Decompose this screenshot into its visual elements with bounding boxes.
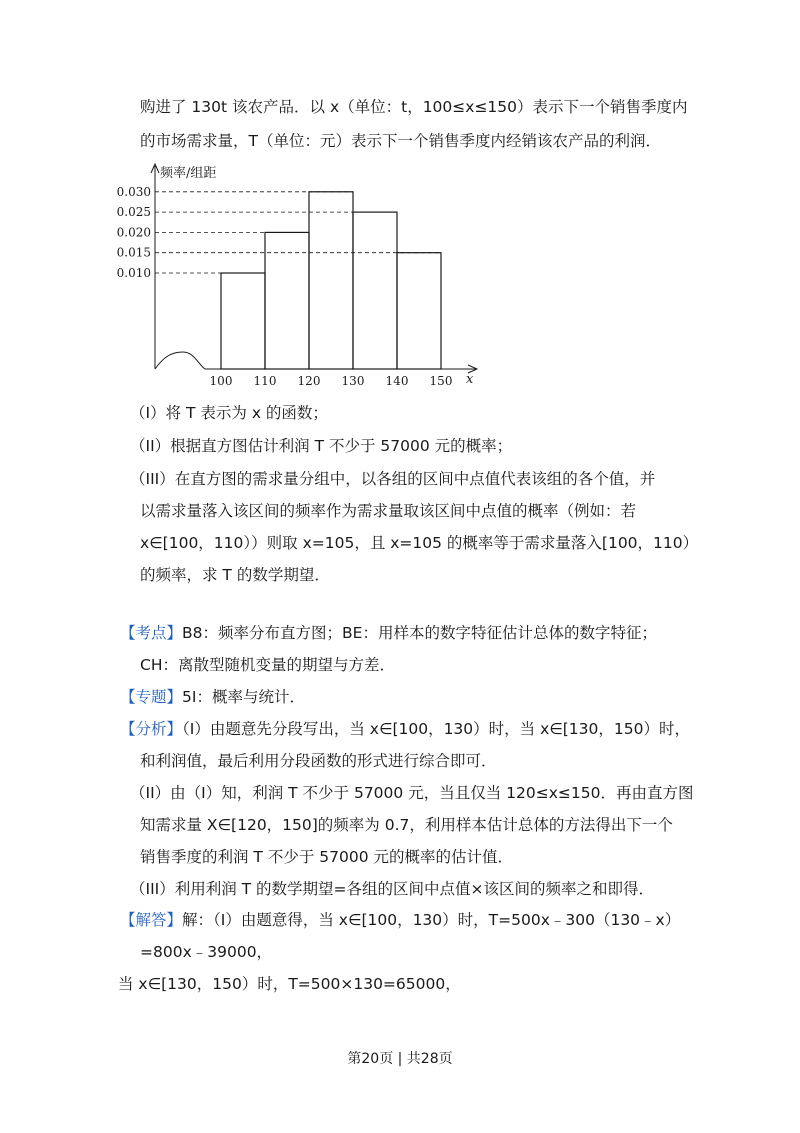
y-tick-label: 0.020 xyxy=(116,225,151,240)
jieda-text-1: 解：（I）由题意得，当 x∈[100，130）时，T=500x﹣300（130﹣x） xyxy=(182,911,681,929)
histogram-bar xyxy=(353,212,397,369)
question-2: （II）根据直方图估计利润 T 不少于 57000 元的概率； xyxy=(130,437,513,455)
fenxi-line-6: （III）利用利润 T 的数学期望=各组的区间中点值×该区间的频率之和即得． xyxy=(130,880,655,898)
fenxi-text-1: （I）由题意先分段写出，当 x∈[100，130）时，当 x∈[130，150）时， xyxy=(182,720,690,738)
y-tick-label: 0.025 xyxy=(116,205,151,220)
kaodian-text-1: B8：频率分布直方图；BE：用样本的数字特征估计总体的数字特征； xyxy=(182,624,657,642)
x-tick-label: 150 xyxy=(429,374,453,388)
fenxi-line-3: （II）由（I）知，利润 T 不少于 57000 元，当且仅当 120≤x≤150．再由直方图 xyxy=(130,784,694,802)
histogram-bar xyxy=(309,192,353,369)
intro-line-1: 购进了 130t 该农产品．以 x（单位：t，100≤x≤150）表示下一个销售季度内 xyxy=(140,98,688,116)
zhuanti-line xyxy=(120,687,305,707)
question-3-line-2: 以需求量落入该区间的频率作为需求量取该区间中点值的概率（例如：若 xyxy=(140,502,637,520)
y-tick-label: 0.015 xyxy=(116,245,151,260)
x-tick-label: 100 xyxy=(209,374,233,388)
fenxi-line-2: 和利润值，最后利用分段函数的形式进行综合即可． xyxy=(140,752,497,770)
zhuanti-text: 5I：概率与统计． xyxy=(182,688,305,706)
intro-line-2: 的市场需求量，T（单位：元）表示下一个销售季度内经销该农产品的利润． xyxy=(140,132,661,150)
question-1: （I）将 T 表示为 x 的函数； xyxy=(130,404,328,422)
x-tick-label: 140 xyxy=(385,374,409,388)
kaodian-line-1 xyxy=(120,623,657,643)
x-tick-label: 110 xyxy=(253,374,277,388)
jieda-line-1 xyxy=(120,910,680,930)
y-tick-label: 0.010 xyxy=(116,266,151,280)
jieda-line-2: =800x﹣39000， xyxy=(140,943,273,961)
fenxi-line-1 xyxy=(120,719,690,739)
fenxi-line-5: 销售季度的利润 T 不少于 57000 元的概率的估计值． xyxy=(140,848,513,866)
y-axis-label: 频率/组距 xyxy=(160,166,217,181)
y-tick-label: 0.030 xyxy=(116,184,151,199)
histogram-bar xyxy=(397,253,441,369)
kaodian-line-2: CH：离散型随机变量的期望与方差． xyxy=(140,656,395,674)
question-3-line-4: 的频率，求 T 的数学期望． xyxy=(140,566,330,584)
jieda-tag: 【解答】 xyxy=(120,911,183,929)
fenxi-line-4: 知需求量 X∈[120，150]的频率为 0.7，利用样本估计总体的方法得出下一个 xyxy=(140,816,673,834)
jieda-line-3: 当 x∈[130，150）时，T=500×130=65000， xyxy=(118,975,461,993)
question-3-line-3: x∈[100，110））则取 x=105，且 x=105 的概率等于需求量落入[100，110） xyxy=(140,534,699,552)
x-tick-label: 130 xyxy=(341,374,365,388)
question-3-line-1: （III）在直方图的需求量分组中，以各组的区间中点值代表该组的各个值，并 xyxy=(130,470,656,488)
histogram-bar xyxy=(221,273,265,369)
frequency-histogram xyxy=(108,158,488,390)
zhuanti-tag: 【专题】 xyxy=(120,688,183,706)
x-axis-label: x xyxy=(466,372,474,387)
fenxi-tag: 【分析】 xyxy=(120,720,183,738)
page-footer: 第20页 | 共28页 xyxy=(347,1051,453,1067)
x-tick-label: 120 xyxy=(297,374,321,388)
axis-break-mark xyxy=(155,352,205,369)
kaodian-tag: 【考点】 xyxy=(120,624,183,642)
